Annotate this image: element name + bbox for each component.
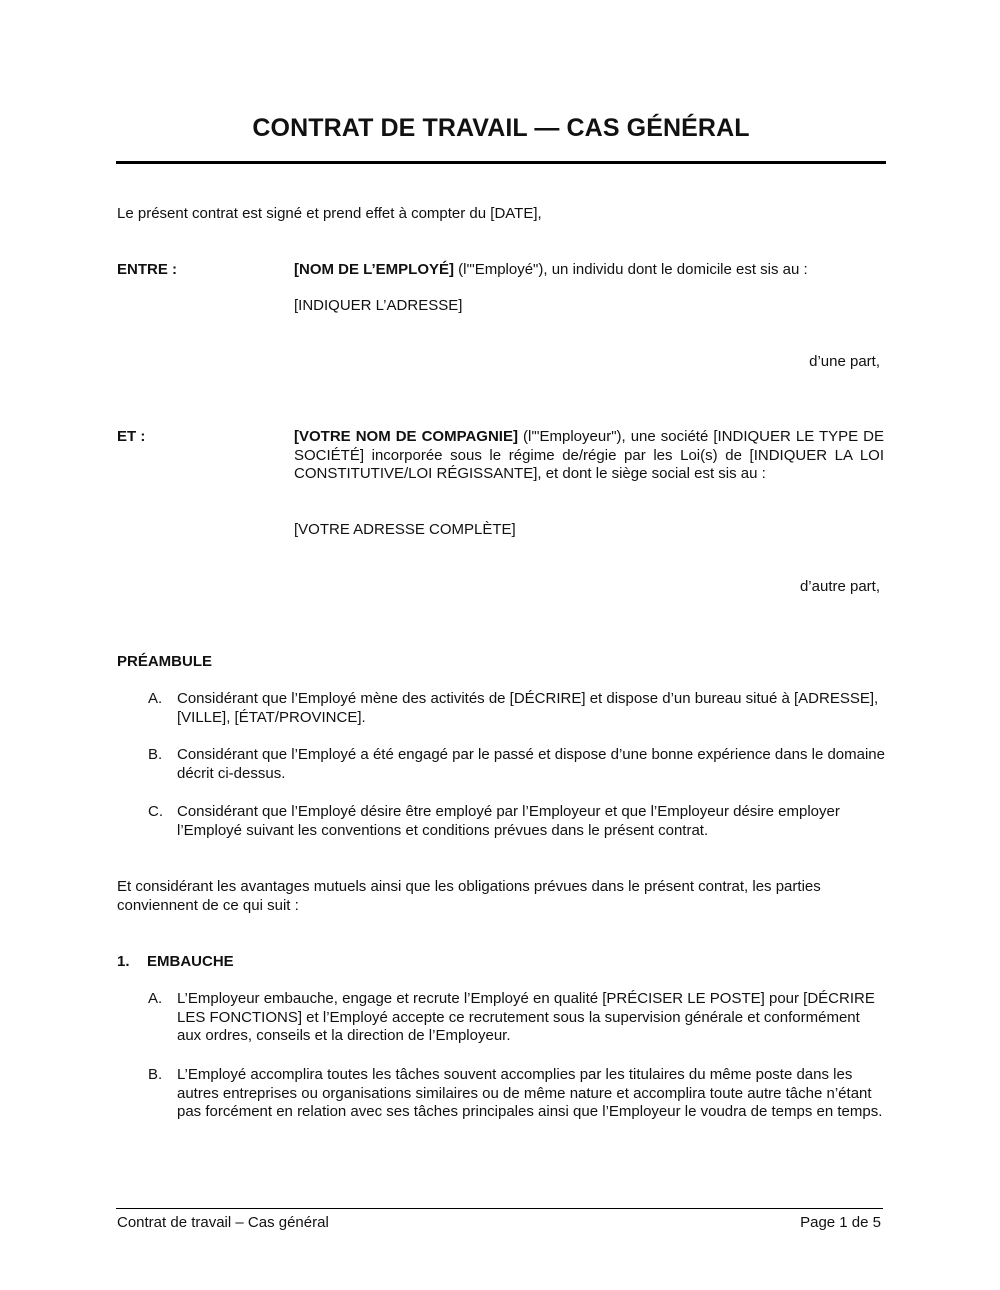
list-marker: B.: [148, 746, 163, 763]
list-item-text: Considérant que l’Employé désire être employé par l’Employeur et que l’Employeur désire employer l’Employé suivant les conventions et conditions prévues dans le présent contrat.: [177, 803, 840, 839]
intro-paragraph: Le présent contrat est signé et prend effet à compter du [DATE],: [117, 205, 542, 222]
footer-document-name: Contrat de travail – Cas général: [117, 1214, 329, 1231]
list-marker: B.: [148, 1066, 163, 1083]
entre-label: ENTRE :: [117, 261, 177, 278]
employee-description: (l'"Employé"), un individu dont le domicile est sis au :: [454, 261, 808, 278]
document-title: CONTRAT DE TRAVAIL — CAS GÉNÉRAL: [252, 114, 750, 142]
list-marker: C.: [148, 803, 163, 820]
section-1-number: 1.: [117, 953, 130, 970]
list-marker: A.: [148, 690, 163, 707]
employee-name-placeholder: [NOM DE L’EMPLOYÉ]: [294, 261, 455, 278]
company-description: (l'"Employeur"), une société [INDIQUER LE TYPE DE SOCIÉTÉ] incorporée sous le régime de/régie par les Loi(s) de [INDIQUER LA LOI CONSTITUTIVE/LOI RÉGISSANTE], et dont le siège social est sis au :: [294, 428, 884, 482]
company-party-paragraph: [294, 428, 884, 484]
footer-divider: [116, 1208, 883, 1209]
transition-paragraph: Et considérant les avantages mutuels ainsi que les obligations prévues dans le présent contrat, les parties conviennent de ce qui suit :: [117, 878, 821, 914]
list-marker: A.: [148, 990, 163, 1007]
part-one-label: d’une part,: [809, 353, 880, 370]
company-name-placeholder: [VOTRE NOM DE COMPAGNIE]: [294, 428, 518, 445]
employee-party-paragraph: [294, 261, 886, 280]
employee-address: [INDIQUER L’ADRESSE]: [294, 297, 463, 314]
list-item-text: L’Employé accomplira toutes les tâches souvent accomplies par les titulaires du même poste dans les autres entreprises ou organisations similaires ou de même nature et accomplira toute autre tâche n’étant pas forcément en relation avec ses tâches principales ainsi que l’Employeur le voudra de temps en temps.: [177, 1066, 883, 1120]
et-label: ET :: [117, 428, 146, 445]
footer-page-number: Page 1 de 5: [800, 1214, 881, 1231]
list-item-text: L’Employeur embauche, engage et recrute l’Employé en qualité [PRÉCISER LE POSTE] pour [DÉCRIRE LES FONCTIONS] et l’Employé accepte ce recrutement sous la supervision générale et conformément aux ordres, conseils et la direction de l’Employeur.: [177, 990, 875, 1044]
list-item-text: Considérant que l’Employé a été engagé par le passé et dispose d’une bonne expérience dans le domaine décrit ci-dessus.: [177, 746, 885, 782]
list-item-text: Considérant que l’Employé mène des activités de [DÉCRIRE] et dispose d’un bureau situé à [ADRESSE], [VILLE], [ÉTAT/PROVINCE].: [177, 690, 879, 726]
company-address: [VOTRE ADRESSE COMPLÈTE]: [294, 521, 516, 538]
section-1-heading: EMBAUCHE: [147, 953, 234, 970]
part-two-label: d’autre part,: [799, 578, 880, 595]
preambule-heading: PRÉAMBULE: [117, 653, 213, 670]
title-divider: [116, 161, 886, 164]
